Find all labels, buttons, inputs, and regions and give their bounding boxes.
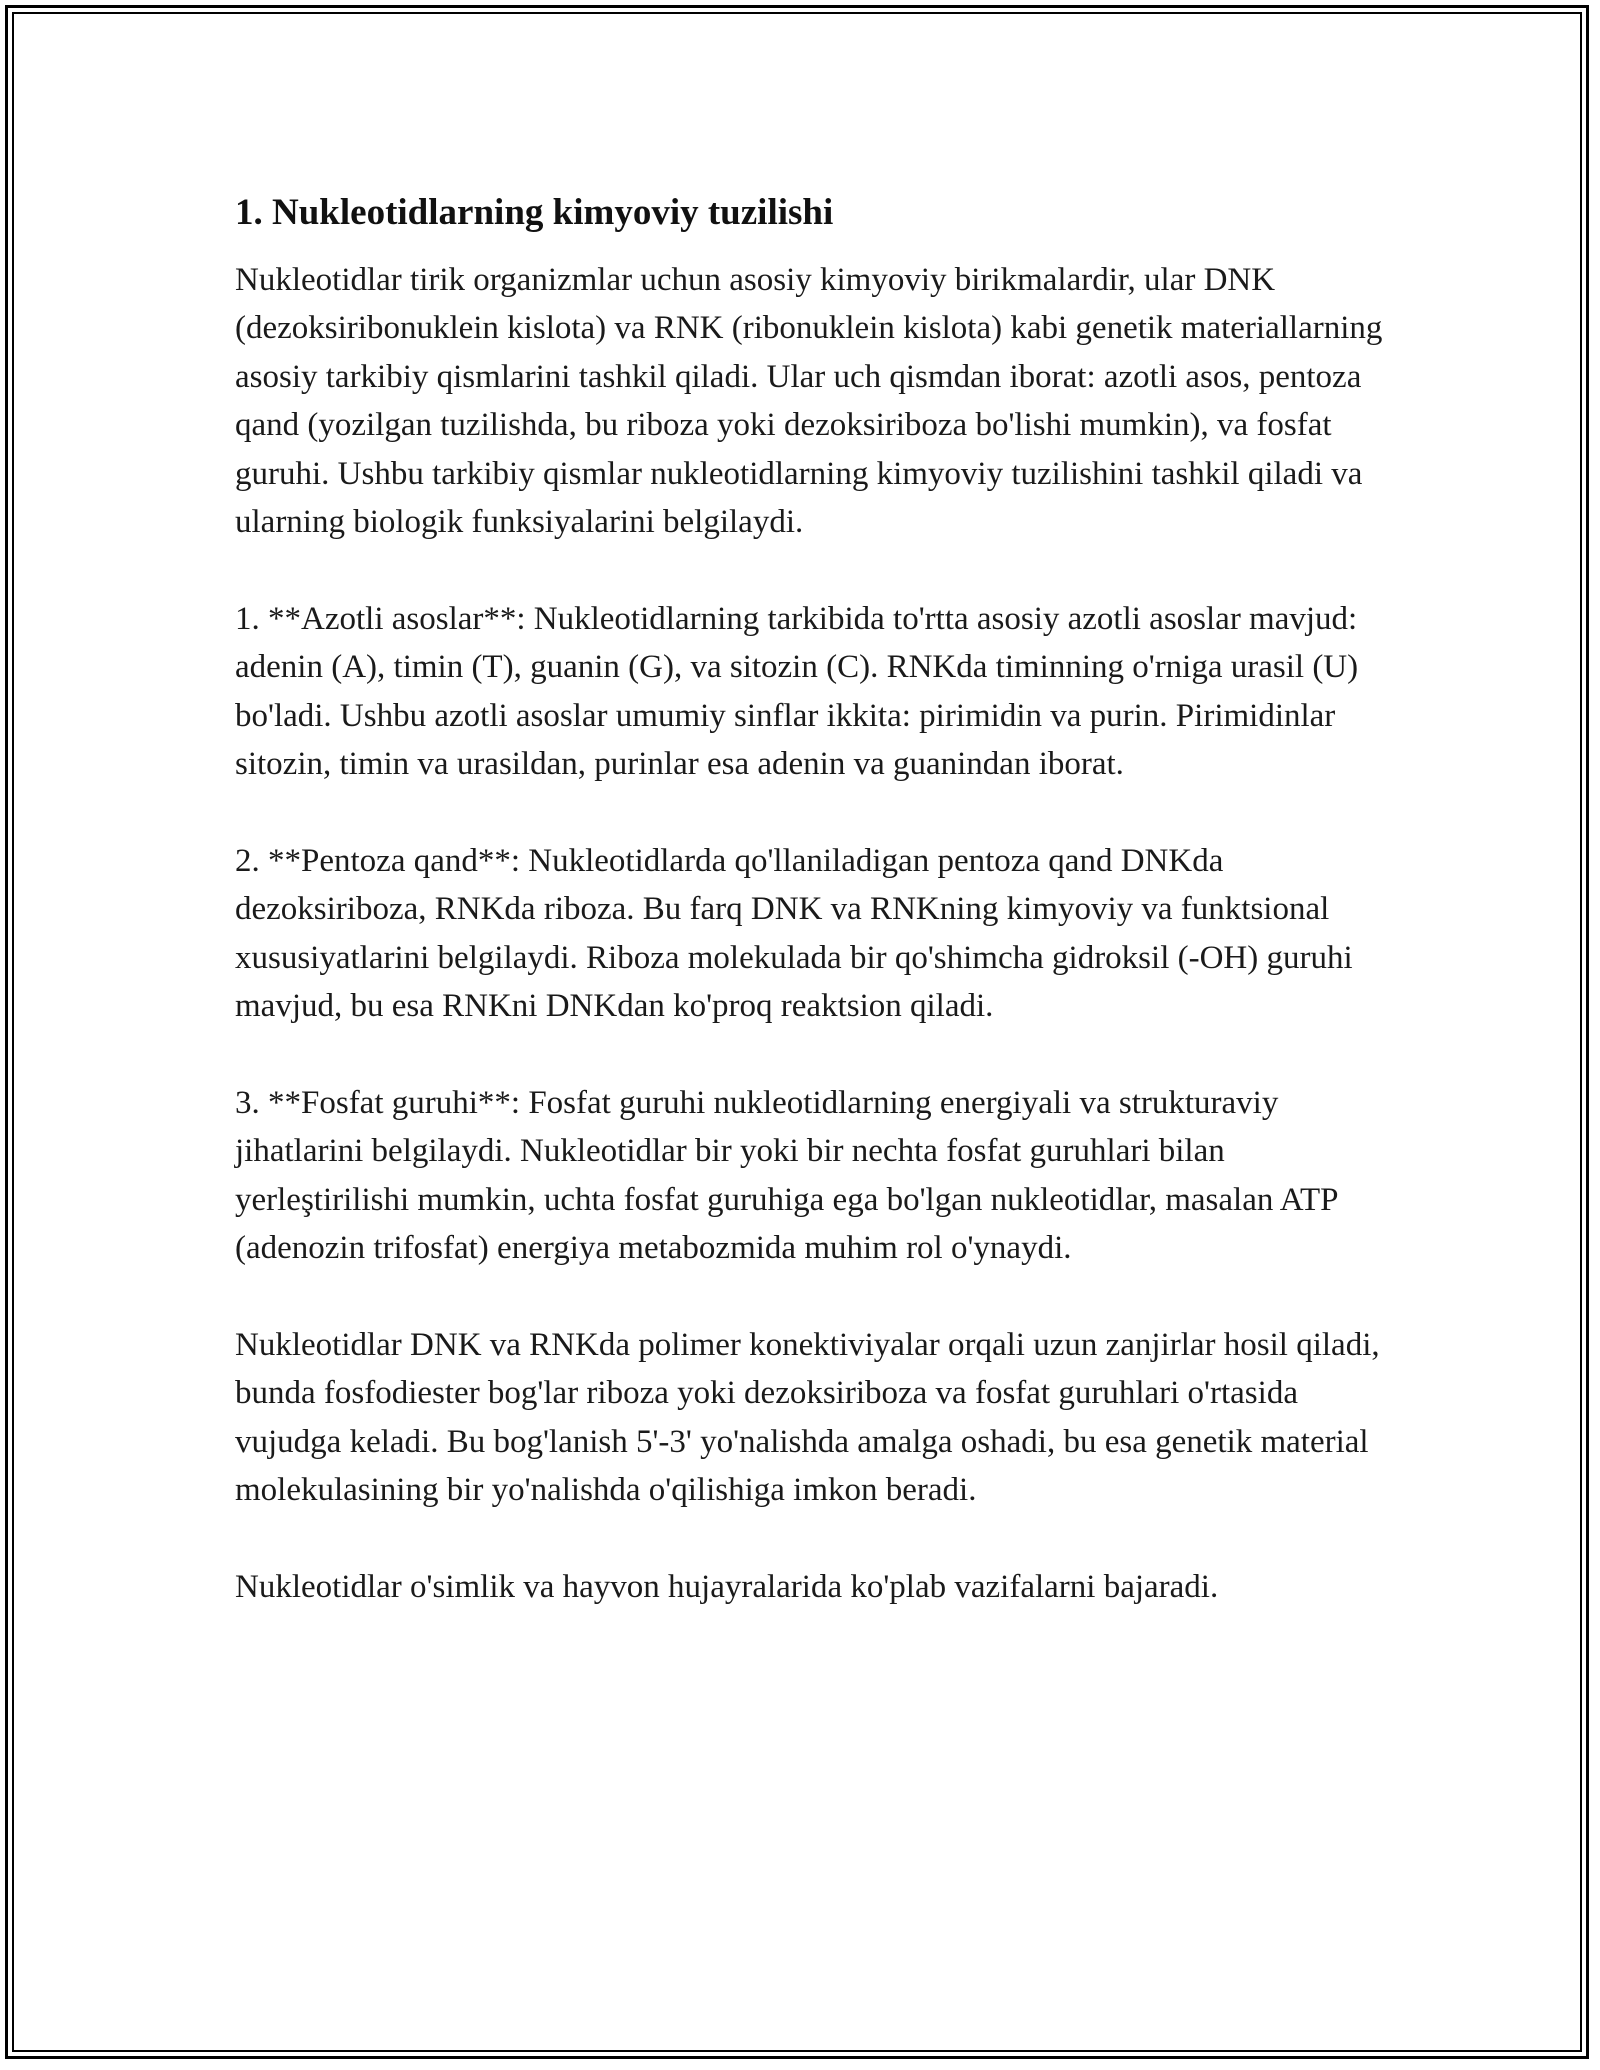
document-body xyxy=(235,183,1385,1660)
paragraph-polimer-zanjirlar: Nukleotidlar DNK va RNKda polimer konektiviyalar orqali uzun zanjirlar hosil qiladi, bunda fosfodiester bog'lar riboza yoki dezoksiriboza va fosfat guruhlari o'rtasida vujudga keladi. Bu bog'lanish 5'-3' yo'nalishda amalga oshadi, bu esa genetik material molekulasining bir yo'nalishda o'qilishiga imkon beradi. xyxy=(235,1326,1380,1509)
paragraph-azotli-asoslar: 1. **Azotli asoslar**: Nukleotidlarning tarkibida to'rtta asosiy azotli asoslar mavjud: adenin (A), timin (T), guanin (G), va sitozin (C). RNKda timinning o'rniga urasil (U) bo'ladi. Ushbu azotli asoslar umumiy sinflar ikkita: pirimidin va purin. Pirimidinlar sitozin, timin va urasildan, purinlar esa adenin va guanindan iborat. xyxy=(235,600,1359,783)
section-heading: 1. Nukleotidlarning kimyoviy tuzilishi xyxy=(235,192,834,233)
paragraph-intro: Nukleotidlar tirik organizmlar uchun asosiy kimyoviy birikmalardir, ular DNK (dezoksiribonuklein kislota) va RNK (ribonuklein kislota) kabi genetik materiallarning asosiy tarkibiy qismlarini tashkil qiladi. Ular uch qismdan iborat: azotli asos, pentoza qand (yozilgan tuzilishda, bu riboza yoki dezoksiriboza bo'lishi mumkin), va fosfat guruhi. Ushbu tarkibiy qismlar nukleotidlarning kimyoviy tuzilishini tashkil qiladi va ularning biologik funksiyalarini belgilaydi. xyxy=(235,262,1383,541)
paragraph-fosfat-guruhi: 3. **Fosfat guruhi**: Fosfat guruhi nukleotidlarning energiyali va strukturaviy jihatlarini belgilaydi. Nukleotidlar bir yoki bir nechta fosfat guruhlari bilan yerleştirilishi mumkin, uchta fosfat guruhiga ega bo'lgan nukleotidlar, masalan ATP (adenozin trifosfat) energiya metabozmida muhim rol o'ynaydi. xyxy=(235,1084,1338,1267)
paragraph-pentoza-qand: 2. **Pentoza qand**: Nukleotidlarda qo'llaniladigan pentoza qand DNKda dezoksiriboza, RNKda riboza. Bu farq DNK va RNKning kimyoviy va funktsional xususiyatlarini belgilaydi. Riboza molekulada bir qo'shimcha gidroksil (-OH) guruhi mavjud, bu esa RNKni DNKdan ko'proq reaktsion qiladi. xyxy=(235,842,1353,1025)
paragraph-vazifalar: Nukleotidlar o'simlik va hayvon hujayralarida ko'plab vazifalarni bajaradi. xyxy=(235,1568,1219,1605)
